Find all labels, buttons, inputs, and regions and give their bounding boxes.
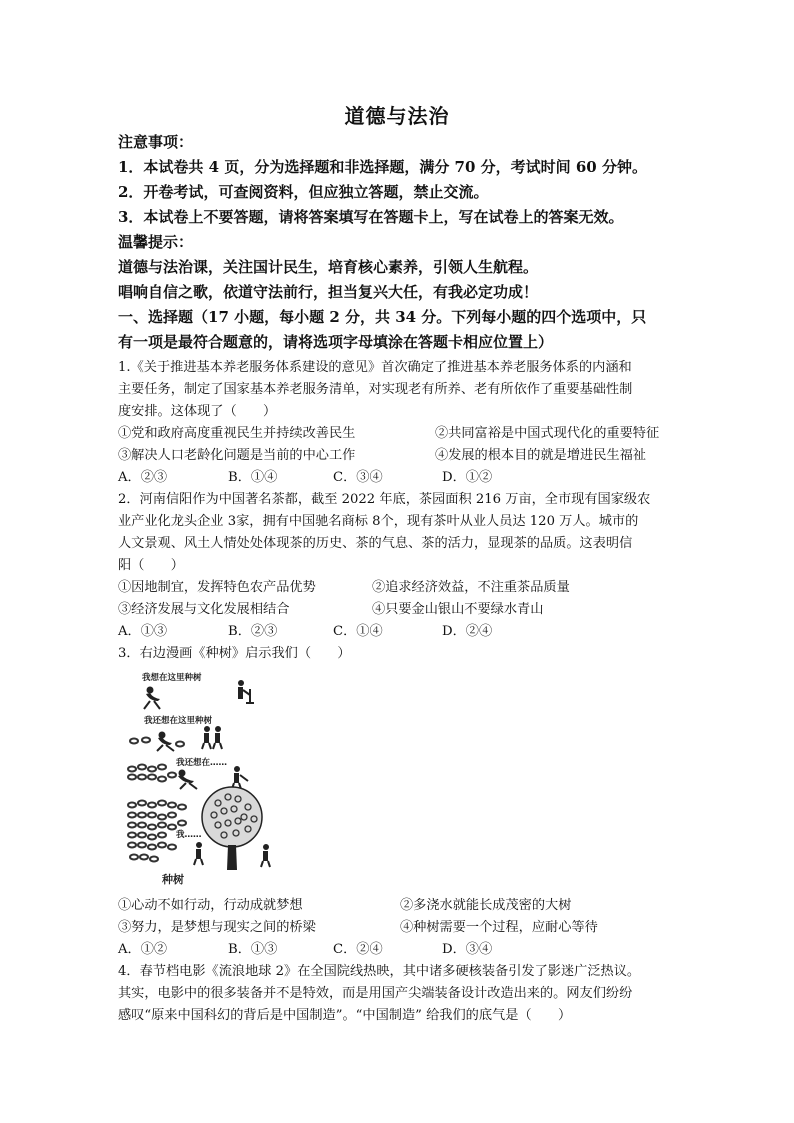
- q2-answer: A．①③: [118, 624, 168, 639]
- section-heading: 有一项是最符合题意的，请将选项字母填涂在答题卡相应位置上）: [118, 333, 554, 351]
- q3-answer: B．①③: [228, 942, 278, 957]
- figure-icon: [238, 680, 254, 703]
- hole-icon: [128, 765, 176, 782]
- figure-icon: [157, 732, 174, 752]
- q3-option: ②多浇水就能长成茂密的大树: [400, 898, 572, 913]
- q2-answer: D．②④: [442, 624, 493, 639]
- tips-heading: 温馨提示：: [118, 233, 194, 251]
- q3-option: ③努力，是梦想与现实之间的桥梁: [118, 920, 316, 935]
- q1-option: ②共同富裕是中国式现代化的重要特征: [435, 426, 660, 441]
- q2-option: ②追求经济效益，不注重茶品质量: [372, 580, 570, 595]
- q3-answer: A．①②: [118, 942, 168, 957]
- q1-option: ③解决人口老龄化问题是当前的中心工作: [118, 448, 356, 463]
- q1-answer: D．①②: [442, 470, 493, 485]
- cartoon-caption: 我还想在这里种树: [144, 716, 213, 726]
- q1-option: ①党和政府高度重视民生并持续改善民生: [118, 426, 356, 441]
- q2-answer: B．②③: [228, 624, 278, 639]
- q1-answer: B．①④: [228, 470, 278, 485]
- notice-item: 2．开卷考试，可查阅资料，但应独立答题，禁止交流。: [118, 183, 489, 201]
- q1-answer: A．②③: [118, 470, 168, 485]
- notice-item: 1．本试卷共 4 页，分为选择题和非选择题，满分 70 分，考试时间 60 分钟。: [118, 158, 647, 176]
- q4-stem: 感叹“原来中国科幻的背后是中国制造”。“中国制造” 给我们的底气是（ ）: [118, 1008, 572, 1023]
- figure-icon: [178, 770, 197, 790]
- tree-icon: [202, 787, 262, 870]
- q3-answer: D．③④: [442, 942, 493, 957]
- cartoon-caption: 我还想在……: [176, 758, 228, 768]
- notice-heading: 注意事项：: [118, 133, 194, 151]
- q2-option: ①因地制宜，发挥特色农产品优势: [118, 580, 316, 595]
- cartoon-caption: 我……: [176, 830, 202, 840]
- q1-stem: 1.《关于推进基本养老服务体系建设的意见》首次确定了推进基本养老服务体系的内涵和: [118, 360, 632, 375]
- q1-answer: C．③④: [333, 470, 383, 485]
- page-title: 道德与法治: [344, 104, 450, 128]
- q1-option: ④发展的根本目的就是增进民生福祉: [435, 448, 646, 463]
- cartoon-title: 种树: [162, 873, 184, 886]
- q1-stem: 度安排。这体现了（ ）: [118, 404, 277, 419]
- q3-stem: 3．右边漫画《种树》启示我们（ ）: [118, 646, 351, 661]
- tips-line: 唱响自信之歌，依道守法前行，担当复兴大任，有我必定功成！: [118, 283, 539, 301]
- q2-stem: 业产业化龙头企业 3家，拥有中国驰名商标 8个，现有茶叶从业人员达 120 万人。城市的: [118, 514, 639, 529]
- section-heading: 一、选择题（17 小题，每小题 2 分，共 34 分。下列每小题的四个选项中，只: [118, 308, 647, 326]
- hole-icon: [130, 738, 150, 744]
- tips-line: 道德与法治课，关注国计民生，培育核心素养，引领人生航程。: [118, 258, 539, 276]
- q2-stem: 阳（ ）: [118, 558, 184, 573]
- figure-icon: [213, 726, 222, 749]
- figure-icon: [202, 726, 211, 749]
- q3-option: ①心动不如行动，行动成就梦想: [118, 898, 303, 913]
- figure-icon: [261, 844, 270, 867]
- q4-stem: 其实，电影中的很多装备并不是特效，而是用国产尖端装备设计改造出来的。网友们纷纷: [118, 986, 633, 1001]
- cartoon-caption: 我想在这里种树: [142, 673, 202, 683]
- q2-answer: C．①④: [333, 624, 383, 639]
- tree-planting-cartoon: [120, 665, 290, 887]
- figure-icon: [232, 766, 248, 789]
- q1-stem: 主要任务，制定了国家基本养老服务清单，对实现老有所养、老有所依作了重要基础性制: [118, 382, 633, 397]
- q2-stem: 2．河南信阳作为中国著名茶都，截至 2022 年底，茶园面积 216 万亩，全市现有国家级农: [118, 492, 651, 507]
- q3-answer: C．②④: [333, 942, 383, 957]
- figure-icon: [194, 842, 203, 865]
- q2-option: ④只要金山银山不要绿水青山: [372, 602, 544, 617]
- q4-stem: 4．春节档电影《流浪地球 2》在全国院线热映，其中诸多硬核装备引发了影迷广泛热议。: [118, 964, 641, 979]
- q3-option: ④种树需要一个过程，应耐心等待: [400, 920, 598, 935]
- notice-item: 3．本试卷上不要答题，请将答案填写在答题卡上，写在试卷上的答案无效。: [118, 208, 624, 226]
- q2-option: ③经济发展与文化发展相结合: [118, 602, 290, 617]
- q2-stem: 人文景观、风土人情处处体现茶的历史、茶的气息、茶的活力，显现茶的品质。这表明信: [118, 536, 633, 551]
- figure-icon: [144, 687, 160, 710]
